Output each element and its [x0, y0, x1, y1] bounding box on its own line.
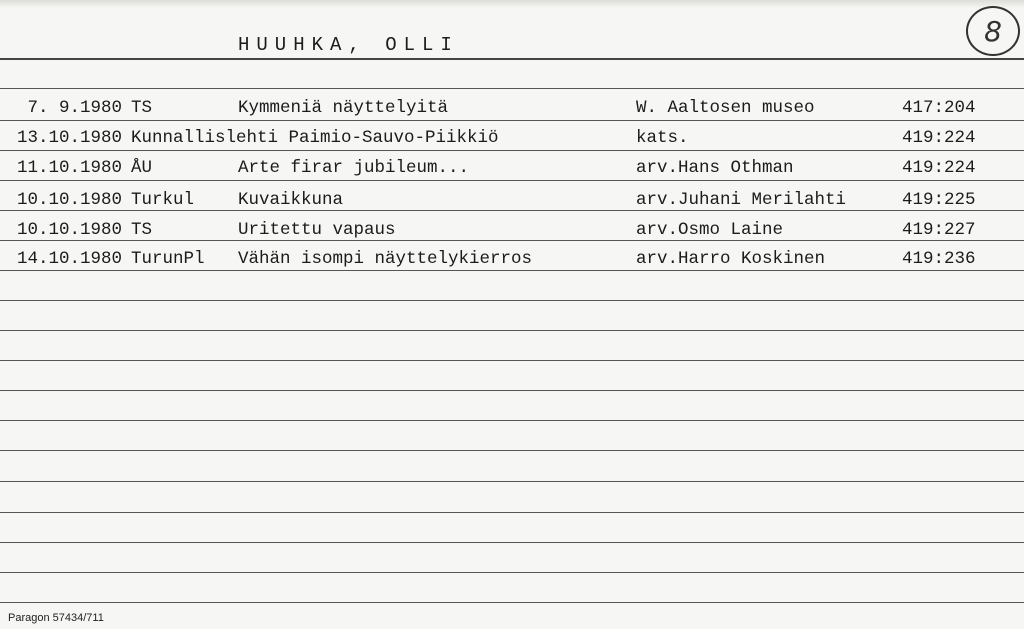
card-footer-print: Paragon 57434/711 [8, 612, 104, 624]
entry-author: W. Aaltosen museo [636, 98, 815, 118]
entry-title: Kymmeniä näyttelyitä [238, 98, 449, 118]
entry-ref: 419:236 [902, 249, 976, 269]
ruled-line [0, 420, 1024, 421]
entry-source: Turkul [131, 190, 195, 210]
entry-ref: 417:204 [902, 98, 976, 118]
entry-ref: 419:224 [902, 158, 976, 178]
entry-author: arv.Osmo Laine [636, 220, 784, 240]
card-top-edge [0, 0, 1024, 8]
entry-ref: 419:227 [902, 220, 976, 240]
card-name-heading: HUUHKA, OLLI [238, 34, 459, 56]
ruled-line [0, 88, 1024, 89]
entry-row [0, 158, 1024, 182]
entry-date: 11.10.1980 [16, 158, 122, 178]
ruled-line [0, 450, 1024, 451]
ruled-line [0, 300, 1024, 301]
entry-date: 7. 9.1980 [27, 98, 122, 118]
entry-ref: 419:224 [902, 128, 976, 148]
ruled-line [0, 481, 1024, 482]
entry-source: Kunnallislehti Paimio-Sauvo-Piikkiö [131, 128, 499, 148]
card-number-circle: 8 [966, 6, 1020, 56]
entry-title: Vähän isompi näyttelykierros [238, 249, 533, 269]
entry-date: 10.10.1980 [16, 220, 122, 240]
ruled-line [0, 360, 1024, 361]
entry-row [0, 249, 1024, 273]
entry-row [0, 220, 1024, 244]
ruled-line [0, 542, 1024, 543]
entry-date: 13.10.1980 [16, 128, 122, 148]
entry-row [0, 190, 1024, 214]
entry-author: arv.Harro Koskinen [636, 249, 826, 269]
entry-author: arv.Hans Othman [636, 158, 794, 178]
entry-row [0, 128, 1024, 152]
entry-source: TurunPl [131, 249, 205, 269]
entry-title: Kuvaikkuna [238, 190, 344, 210]
entry-row [0, 98, 1024, 122]
entry-source: TS [131, 98, 153, 118]
entry-title: Uritettu vapaus [238, 220, 396, 240]
ruled-line [0, 602, 1024, 603]
entry-author: kats. [636, 128, 689, 148]
ruled-line [0, 58, 1024, 60]
ruled-line [0, 572, 1024, 573]
entry-author: arv.Juhani Merilahti [636, 190, 847, 210]
entry-source: ÅU [131, 158, 153, 178]
ruled-line [0, 390, 1024, 391]
ruled-line [0, 512, 1024, 513]
entry-source: TS [131, 220, 153, 240]
entry-date: 14.10.1980 [16, 249, 122, 269]
entry-title: Arte firar jubileum... [238, 158, 470, 178]
ruled-line [0, 330, 1024, 331]
entry-ref: 419:225 [902, 190, 976, 210]
entry-date: 10.10.1980 [16, 190, 122, 210]
